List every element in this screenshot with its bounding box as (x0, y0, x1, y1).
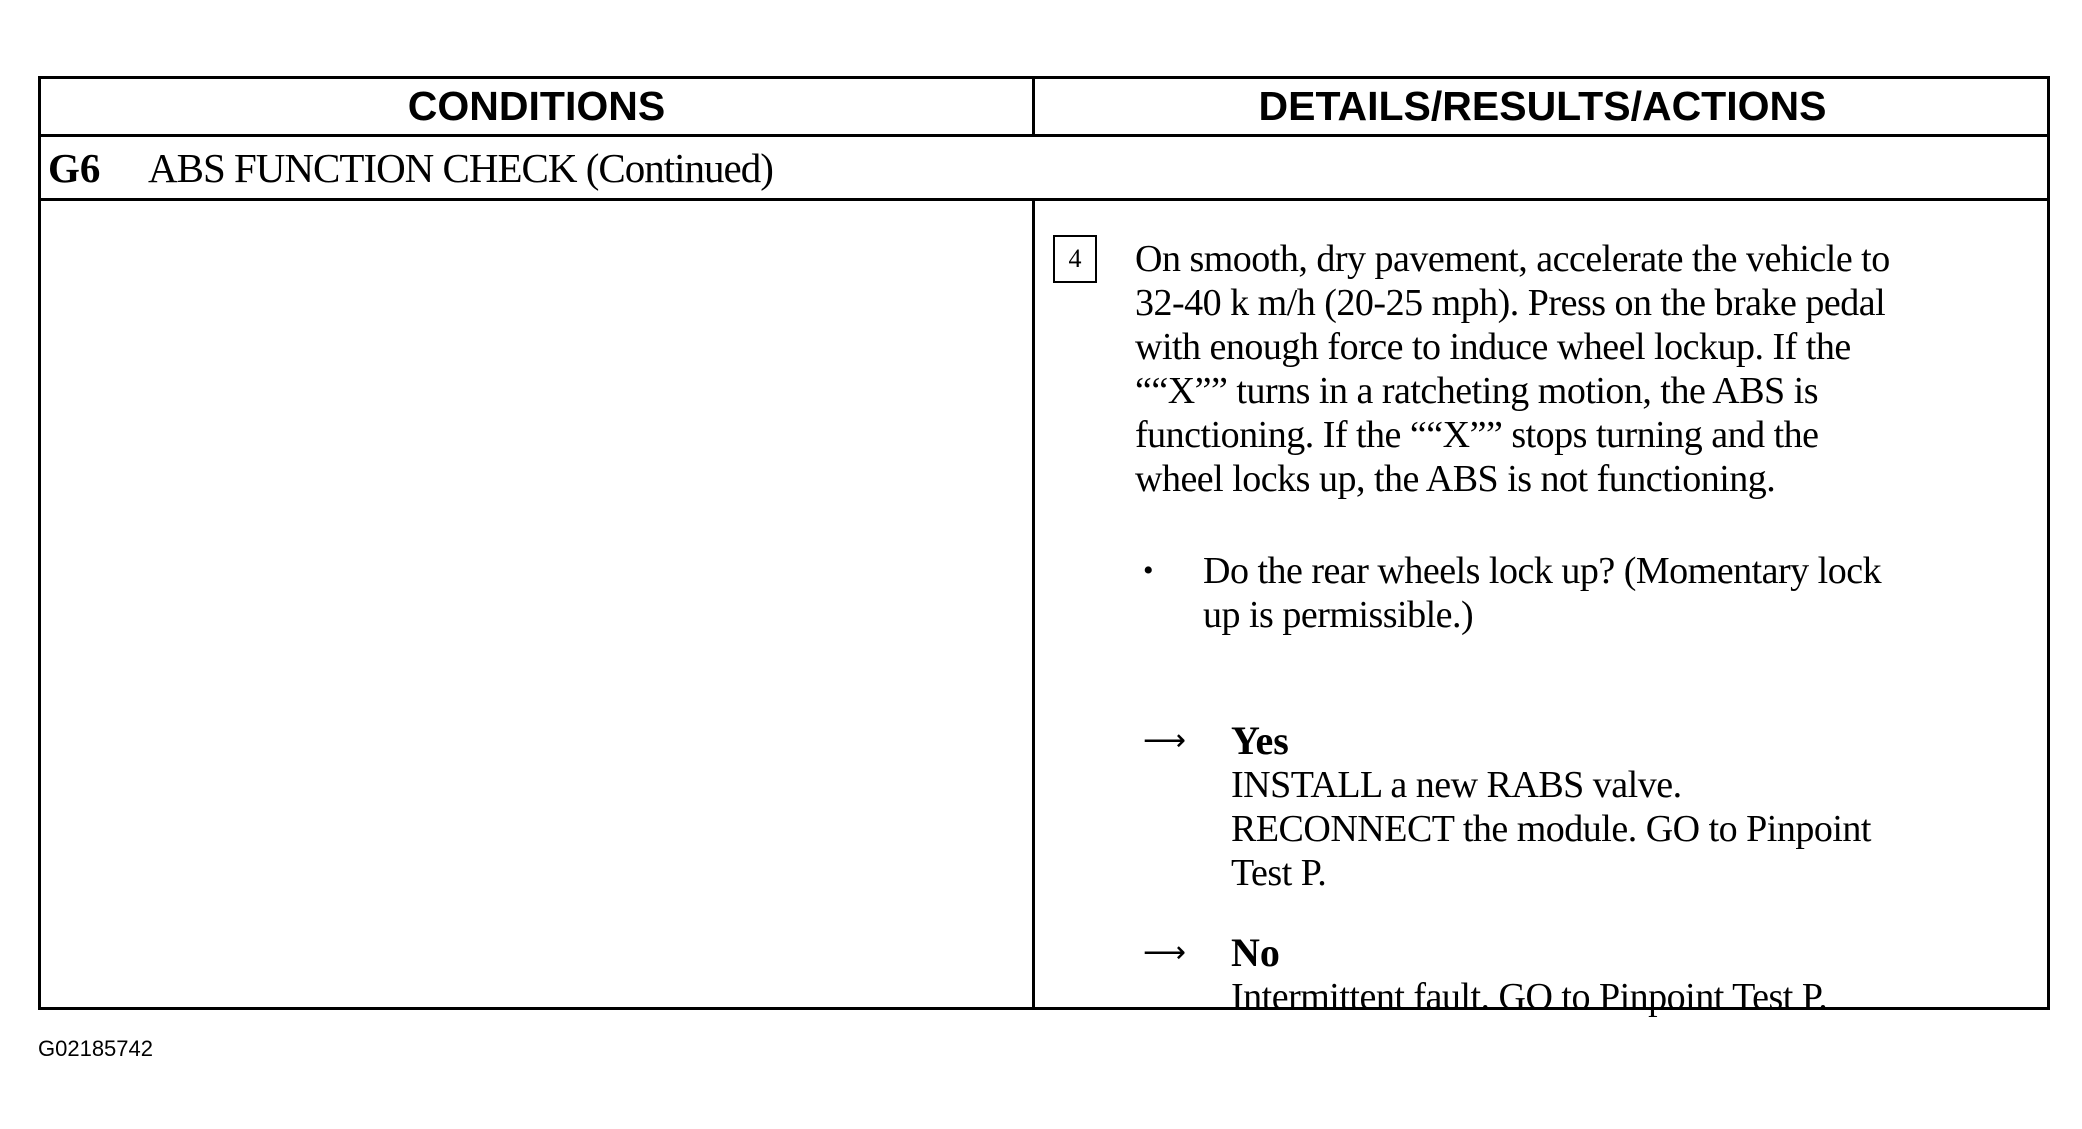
answer-no-label: No (1231, 930, 1280, 975)
answer-yes-label: Yes (1231, 718, 1289, 763)
answer-line: INSTALL a new RABS valve. (1231, 764, 1682, 806)
instruction-line: functioning. If the ““X”” stops turning and the (1135, 414, 1819, 456)
step-instruction (1135, 237, 2045, 501)
diagnostic-table (38, 76, 2050, 1018)
question-line: Do the rear wheels lock up? (Momentary lock (1203, 550, 1882, 592)
instruction-line: 32-40 k m/h (20-25 mph). Press on the brake pedal (1135, 282, 1886, 324)
details-header: DETAILS/RESULTS/ACTIONS (1258, 83, 1827, 129)
section-row (41, 137, 2047, 201)
answer-no-text (1231, 975, 2031, 1019)
step-number-box: 4 (1053, 235, 1097, 283)
question-line: up is permissible.) (1203, 594, 1474, 636)
instruction-line: On smooth, dry pavement, accelerate the vehicle to (1135, 238, 1890, 280)
answer-line: Intermittent fault. GO to Pinpoint Test P. (1231, 976, 1828, 1018)
answer-line: RECONNECT the module. GO to Pinpoint (1231, 808, 1871, 850)
table-header-row (41, 79, 2047, 137)
right-arrow-icon: ⟶ (1143, 935, 1187, 970)
figure-id: G02185742 (38, 1036, 153, 1061)
answer-line: Test P. (1231, 852, 1327, 894)
instruction-line: ““X”” turns in a ratcheting motion, the ABS is (1135, 370, 1819, 412)
answer-yes-text (1231, 763, 2031, 895)
details-cell (1035, 201, 2047, 1018)
instruction-line: wheel locks up, the ABS is not functioning. (1135, 458, 1776, 500)
conditions-header: CONDITIONS (41, 79, 1035, 134)
right-arrow-icon: ⟶ (1143, 723, 1187, 758)
bullet-icon: • (1143, 554, 1154, 587)
question-text (1203, 549, 2043, 637)
conditions-cell (41, 201, 1035, 1007)
section-code: G6 (48, 144, 101, 191)
instruction-line: with enough force to induce wheel lockup. If the (1135, 326, 1851, 368)
section-title: ABS FUNCTION CHECK (Continued) (148, 144, 773, 191)
